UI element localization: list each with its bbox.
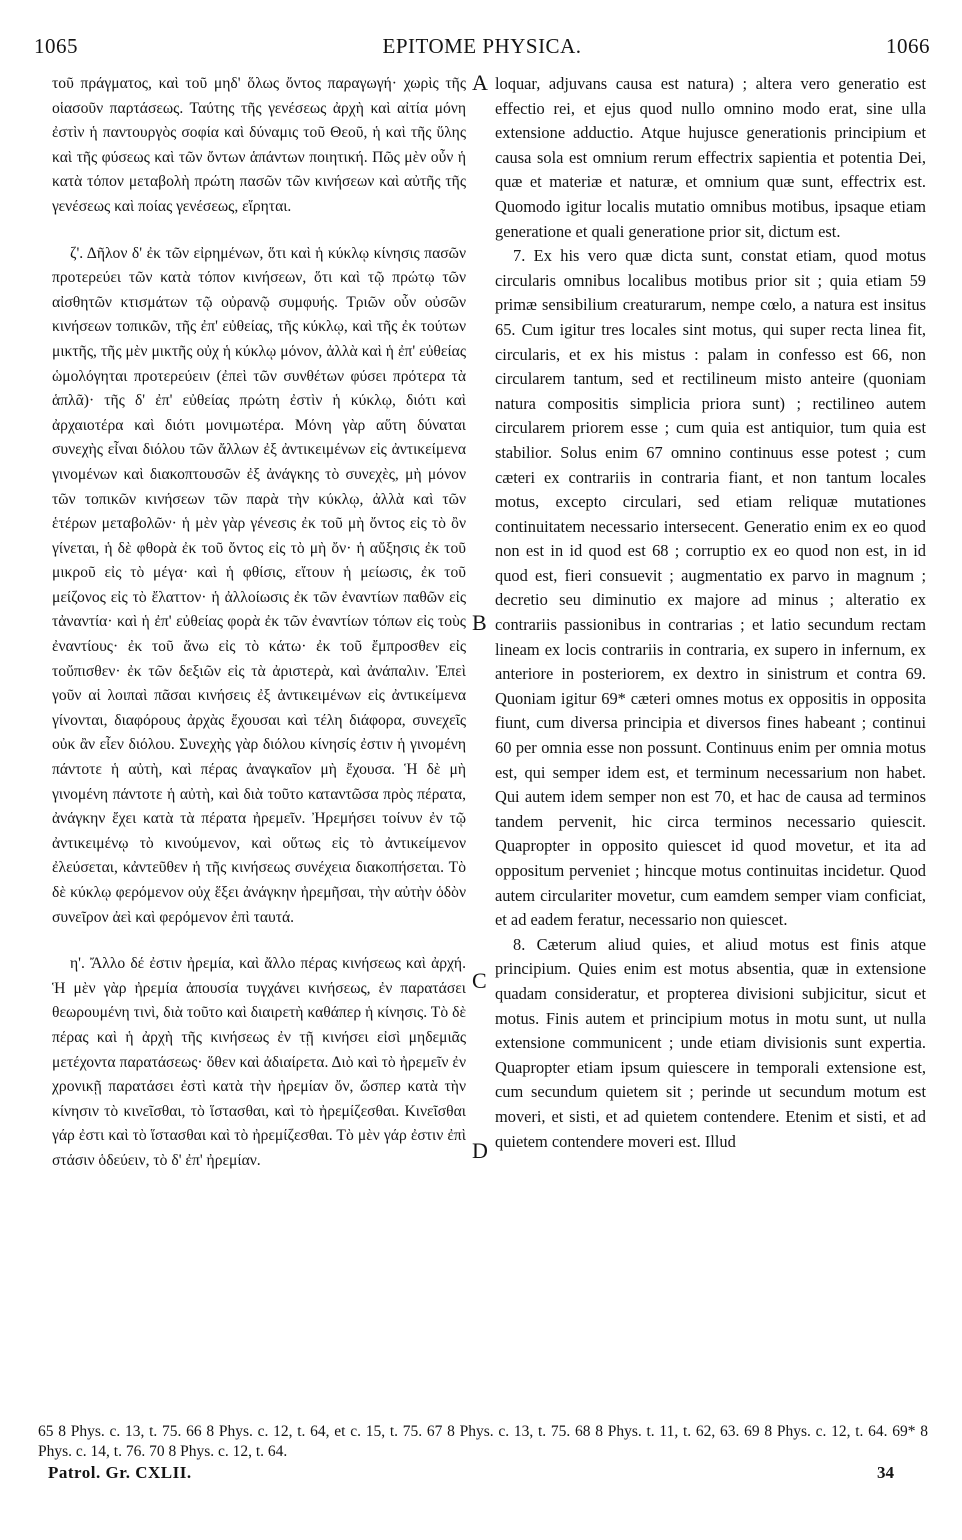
running-title: EPITOME PHYSICA. bbox=[382, 34, 582, 58]
running-header bbox=[34, 34, 930, 62]
footnotes: 65 8 Phys. c. 13, t. 75. 66 8 Phys. c. 12, t. 64, et c. 15, t. 75. 67 8 Phys. c. 13, t. 75. 68 8 Phys. t. 11, t. 62, 63. 69 8 Phys. c. 12, t. 64. 69* 8 Phys. c. 14, t. 76. 70 8 Phys. c. 12, t. 64. bbox=[38, 1423, 928, 1460]
margin-letter-b: B bbox=[472, 610, 487, 635]
greek-paragraph-1: τοῦ πράγματος, καὶ τοῦ μηδ' ὅλως ὄντος παραγωγή· χωρὶς τῆς οἱασοῦν παρτάσεως. Ταύτης τῆς γενέσεως ἀρχὴ καὶ αἰτία μόνη ἐστὶν ἡ παντουργὸς σοφία καὶ δύναμις τοῦ Θεοῦ, ἡ καὶ τῆς ὕλης καὶ τῆς φύσεως καὶ τῶν ὄντων ἁπάντων ποιητική. Πῶς μὲν οὖν ἡ κατὰ τόπον μεταβολὴ πρώτη πασῶν τῶν κινήσεων καὶ αὐτῆς τῆς γενέσεως καὶ ποίας γενέσεως, εἴρηται. bbox=[52, 75, 466, 215]
latin-paragraph-8: 8. Cæterum aliud quies, et aliud motus est finis atque principium. Quies enim est motus absentia, quæ in extensione quadam consideratur, et propterea divisioni subjicitur, sicut et motus. Finis autem et principium motus in motu sunt, ut nulla extensione communicent ; unde etiam divisionis sunt expertia. Quapropter etiam ipsum quiescere in temporali extensione est, cum secundum quietem sit ; perinde ut secundum motum est moveri, et sisti, et ad quietem contendere. Etenim et sisti, et ad quietem contendere moveri est. Illud bbox=[495, 934, 926, 1151]
margin-letter-a: A bbox=[472, 70, 488, 95]
greek-paragraph-8: η'. Ἄλλο δέ ἐστιν ἠρεμία, καὶ ἄλλο πέρας κινήσεως καὶ ἀρχή. Ἡ μὲν γὰρ ἠρεμία ἀπουσία τυγχάνει κινήσεως, ἐν παρατάσει θεωρουμένη τινὶ, διὰ τοῦτο καὶ διαιρετὴ καθάπερ ἡ κίνησις. Τὸ δὲ πέρας καὶ ἡ ἀρχὴ τῆς κινήσεως ἐν τῇ κινήσει εἰσὶ μηδεμιᾶς μετέχοντα παρατάσεως· ὅθεν καὶ ἀδιαίρετα. Διὸ καὶ τὸ ἠρεμεῖν ἐν χρονικῇ παρατάσει ἐστὶ κατὰ τὴν ἠρεμίαν ὄν, ὥσπερ κατὰ τὴν κίνησιν τὸ κινεῖσθαι, τὸ ἵστασθαι, καὶ τὸ ἠρεμίζεσθαι. Κινεῖσθαι γάρ ἐστι καὶ τὸ ἵστασθαι καὶ τὸ ἠρεμίζεσθαι. Τὸ μὲν γάρ ἐστιν ἐπὶ στάσιν ὁδεύειν, τὸ δ' ἐπ' ἠρεμίαν. bbox=[52, 955, 466, 1169]
greek-paragraph-7: ζ'. Δῆλον δ' ἐκ τῶν εἰρημένων, ὅτι καὶ ἡ κύκλῳ κίνησις πασῶν προτερεύει τῶν κατὰ τόπον κινήσεων, ὅτι καὶ τῷ πρώτῳ τῶν αἰσθητῶν κτισμάτων τῷ οὐρανῷ συμφυής. Τριῶν οὖν οὐσῶν κινήσεων τοπικῶν, τῆς ἐπ' εὐθείας, τῆς κύκλῳ, καὶ τῆς ἐκ τούτων μικτῆς, τῆς μὲν μικτῆς οὐχ ἡ κύκλῳ μόνον, ἀλλὰ καὶ ἡ ἐπ' εὐθείας ὡμολόγηται προτερεύειν (ἐπεὶ τῶν συνθέτων φύσει πρότερα τὰ ἁπλᾶ)· τῆς δ' ἐπ' εὐθείας πρώτη ἐστὶν ἡ κύκλῳ, διότι καὶ ἀρχαιοτέρα καὶ διότι μονιμωτέρα. Μόνη γὰρ αὕτη δύναται συνεχὴς εἶναι διόλου τῶν ἄλλων ἐξ ἀντικειμένων εἰς ἀντικείμενα γινομένων καὶ διακοπτουσῶν ἐξ ἀνάγκης τὸ συνεχὲς, μὴ μόνον τῶν τοπικῶν κινήσεων τῶν παρὰ τὴν κύκλῳ, ἀλλὰ καὶ τῶν ἑτέρων μεταβολῶν· ἡ μὲν γὰρ γένεσις ἐκ τοῦ μὴ ὄντος εἰς τὸ ὂν γίνεται, ἡ δὲ φθορὰ ἐκ τοῦ ὄντος εἰς τὸ μὴ ὄν· ἡ αὔξησις ἐκ τοῦ μικροῦ εἰς τὸ μέγα· καὶ ἡ φθίσις, εἴτουν ἡ μείωσις, ἐκ τοῦ μείζονος εἰς τὸ ἔλαττον· ἡ ἀλλοίωσις ἐκ τῶν ἐναντίων παθῶν εἰς τἀναντία· καὶ ἡ ἐπ' εὐθείας φορὰ ἐκ τῶν ἐναντίων τόπων εἰς τοὺς ἐναντίους· ἐκ τοῦ ἄνω εἰς τὸ κάτω· ἐκ τοῦ ἔμπροσθεν εἰς τοὔπισθεν· ἐκ τῶν δεξιῶν εἰς τὰ ἀριστερὰ, καὶ ἀνάπαλιν. Ἐπεὶ γοῦν αἱ λοιπαὶ πᾶσαι κινήσεις ἐξ ἀντικειμένων εἰς ἀντικείμενα γίνονται, διαφόρους ἀρχὰς ἔχουσαι καὶ τέλη διάφορα, συνεχεῖς οὐκ ἂν εἶεν διόλου. Συνεχὴς γὰρ διόλου κίνησίς ἐστιν ἡ γινομένη πάντοτε ἡ αὐτὴ, καὶ πέρας ἀναγκαῖον μὴ ἔχουσα. Ἡ δὲ μὴ γινομένη πάντοτε ἡ αὐτὴ, καὶ διὰ τοῦτο καταντῶσα πρὸς πέρατα, ἀνάγκην ἔχει κατὰ τὰ πέρατα ἠρεμεῖν. Ἠρεμήσει τοίνυν ἐν τῷ ἀντικειμένῳ τὸ κινούμενον, καὶ οὕτως εἰς τὸ ἀντικείμενον ἐλεύσεται, κἀντεῦθεν ἡ τῆς κινήσεως συνέχεια διακοπήσεται. Τὸ δὲ κύκλῳ φερόμενον οὐχ ἕξει ἀνάγκην ἠρεμῆσαι, τὴν αὐτὴν ὁδὸν συνεῖρον ἀεὶ καὶ φερόμενον ἐπὶ ταυτά. bbox=[52, 244, 466, 926]
margin-letter-c: C bbox=[472, 968, 487, 993]
latin-column bbox=[495, 72, 926, 1154]
greek-column bbox=[52, 72, 466, 1174]
page-footer bbox=[48, 1463, 894, 1489]
left-column-number: 1065 bbox=[34, 34, 78, 58]
signature-mark: Patrol. Gr. CXLII. bbox=[48, 1463, 192, 1482]
margin-letter-d: D bbox=[472, 1138, 488, 1163]
right-column-number: 1066 bbox=[886, 34, 930, 58]
latin-paragraph-7: 7. Ex his vero quæ dicta sunt, constat etiam, quod motus circularis omnibus localibus motibus prior sit ; quia etiam 59 primæ sensibilium creaturarum, nempe cœlo, a natura est insitus 65. Cum igitur tres locales sint motus, qui super recta linea fit, circularis, et ex his mistus : palam in confesso est 66, non circularem tantum, sed et rectilineum misto anteire (quoniam natura compositis simplicia priora sunt) ; rectilineo autem circularem priorem esse ; cum quia est antiquior, tum quia est stabilior. Solus enim 67 omnino continuus esse potest ; cum cæteri ex contrariis in contraria fiant, et non tantum locales motus, excepto circulari, sed etiam reliquæ mutationes continuitatem necessario intersecent. Generatio enim ex eo quod non est in id quod est 68 ; corruptio ex eo quod non est, in id quod est, fieri consuevit ; augmentatio ex parvo in magnum ; decretio seu diminutio ex majore ad minus ; alteratio ex contrariis passionibus in contrarias ; et latio secundum rectam lineam ex locis contrariis in contraria, ex supero in infernum, ex anteriore in posteriorem, ex dextro in sinistrum et contra 69. Quoniam igitur 69* cæteri omnes motus ex oppositis in opposita fiunt, cum diversa principia et diversos fines habeant ; continui 60 per omnia esse non possunt. Continuus enim per omnia motus est, qui semper idem est, et terminum necessarium non habet. Qui autem idem semper non est 70, et hac de causa ad terminos tandem pervenit, hic circa terminos necessario quiescit. Quapropter in opposito quiescet id quod movetur, et ita ad oppositum perveniet ; hincque motus continuitas incidetur. Quod autem circulariter movetur, cum eamdem semper viam conficiat, et ad eadem feratur, necessario non quiescet. bbox=[495, 246, 926, 930]
gathering-number: 34 bbox=[877, 1463, 894, 1482]
latin-paragraph-1: loquar, adjuvans causa est natura) ; altera vero generatio est effectio rei, et ejus quod nullo omnino modo erat, sine ulla extensione adductio. Atque hujusce generationis principium et causa sola est omnium rerum effectrix sapientia et potentia Dei, quæ et materiæ et naturæ, et omnium quæ sunt, effectrix est. Quomodo igitur localis mutatio omnibus motibus, ipsaque etiam generatione et quali generatione prior sit, dictum est. bbox=[495, 74, 926, 241]
